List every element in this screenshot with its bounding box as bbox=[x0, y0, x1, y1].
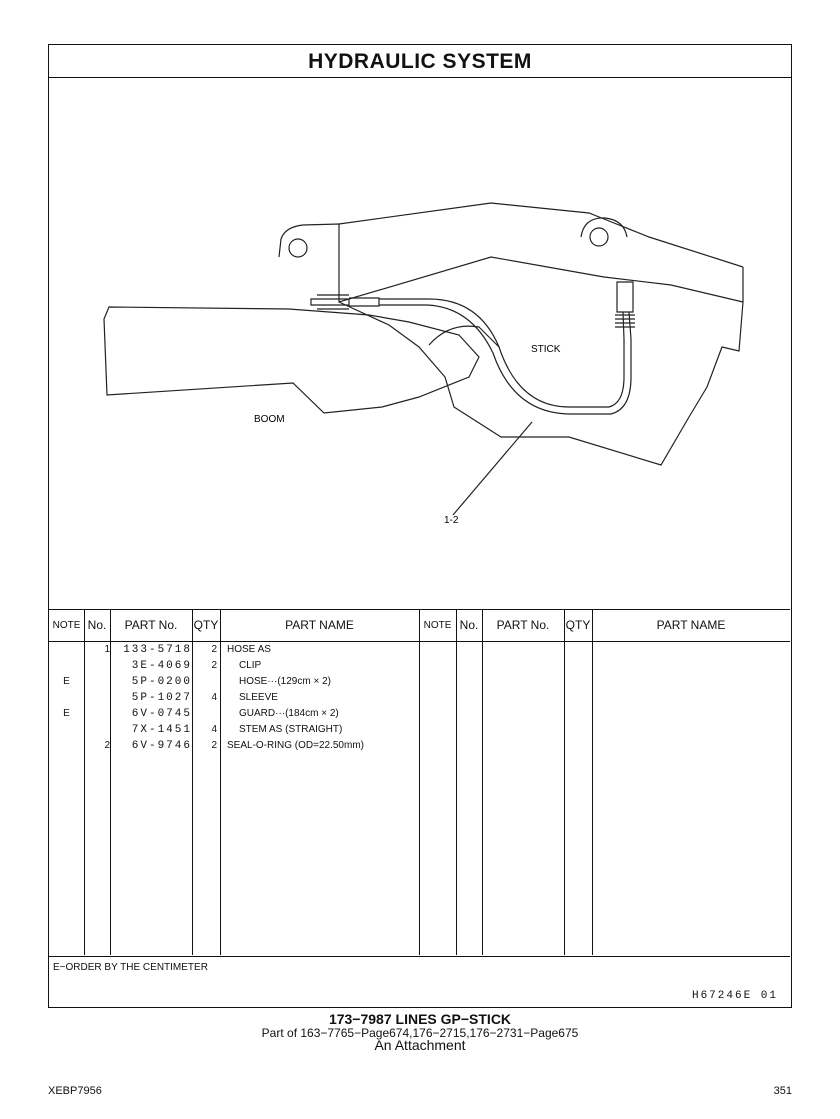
row-part-no: 6V-9746 bbox=[131, 740, 192, 752]
header-qty-2: QTY bbox=[565, 618, 591, 632]
right-fitting bbox=[617, 282, 633, 312]
row-note: E bbox=[63, 708, 70, 719]
row-part-name: GUARD···(184cm × 2) bbox=[239, 708, 339, 719]
row-part-name: STEM AS (STRAIGHT) bbox=[239, 724, 343, 735]
callout-leader bbox=[453, 422, 532, 515]
header-no-2: No. bbox=[459, 618, 479, 632]
header-no: No. bbox=[87, 618, 107, 632]
boom-outline bbox=[104, 307, 479, 413]
drawing-id: H67246E 01 bbox=[691, 990, 778, 1002]
table-row bbox=[49, 674, 790, 690]
row-number: 2 bbox=[104, 740, 110, 751]
row-qty: 4 bbox=[211, 692, 217, 703]
document-id: XEBP7956 bbox=[48, 1085, 102, 1097]
stick-label: STICK bbox=[531, 344, 561, 355]
row-part-name: SLEEVE bbox=[239, 692, 278, 703]
table-row bbox=[49, 738, 790, 754]
table-row bbox=[49, 690, 790, 706]
table-row bbox=[49, 642, 790, 658]
table-row bbox=[49, 706, 790, 722]
table-row bbox=[49, 658, 790, 674]
row-part-no: 133-5718 bbox=[123, 644, 192, 656]
row-part-no: 7X-1451 bbox=[131, 724, 192, 736]
header-part-name-2: PART NAME bbox=[656, 618, 726, 632]
table-row bbox=[49, 722, 790, 738]
row-qty: 2 bbox=[211, 740, 217, 751]
row-part-name: CLIP bbox=[239, 660, 262, 671]
hose-line-a bbox=[379, 299, 624, 407]
stick-lug bbox=[581, 218, 627, 237]
header-part-no-2: PART No. bbox=[496, 618, 550, 632]
header-note-2: NOTE bbox=[423, 620, 452, 631]
header-qty: QTY bbox=[193, 618, 219, 632]
table-footnote-area bbox=[49, 956, 790, 1008]
group-subtitle: An Attachment bbox=[374, 1037, 466, 1053]
row-part-name: SEAL-O-RING (OD=22.50mm) bbox=[227, 740, 364, 751]
row-part-no: 5P-1027 bbox=[131, 692, 192, 704]
group-title: 173−7987 LINES GP−STICK bbox=[328, 1011, 512, 1027]
row-note: E bbox=[63, 676, 70, 687]
group-reference: Part of 163−7765−Page674,176−2715,176−2731−Page675 bbox=[261, 1026, 579, 1040]
header-part-no: PART No. bbox=[124, 618, 178, 632]
stick-outline bbox=[279, 224, 743, 465]
header-part-name: PART NAME bbox=[285, 618, 354, 632]
boom-label: BOOM bbox=[254, 414, 285, 425]
page-title: HYDRAULIC SYSTEM bbox=[49, 45, 791, 78]
right-fitting-ribs bbox=[615, 315, 635, 327]
row-part-name: HOSE AS bbox=[227, 644, 271, 655]
left-fitting bbox=[311, 298, 379, 306]
row-number: 1 bbox=[104, 644, 110, 655]
row-qty: 4 bbox=[211, 724, 217, 735]
row-part-no: 5P-0200 bbox=[131, 676, 192, 688]
parts-table bbox=[49, 609, 790, 957]
parts-page-frame bbox=[48, 44, 792, 1008]
hose-diagram bbox=[49, 77, 790, 609]
row-part-no: 3E-4069 bbox=[131, 660, 192, 672]
stick-pin-right bbox=[590, 228, 608, 246]
stick-pin-left bbox=[289, 239, 307, 257]
stick-top-edge bbox=[339, 203, 743, 267]
diagram-drawing bbox=[49, 77, 790, 609]
callout-label: 1-2 bbox=[444, 515, 459, 526]
row-qty: 2 bbox=[211, 660, 217, 671]
row-qty: 2 bbox=[211, 644, 217, 655]
header-note: NOTE bbox=[52, 620, 81, 631]
row-part-no: 6V-0745 bbox=[131, 708, 192, 720]
row-part-name: HOSE···(129cm × 2) bbox=[239, 676, 331, 687]
fitting-lines bbox=[317, 295, 349, 309]
page-number: 351 bbox=[773, 1085, 792, 1097]
footnote-text: E−ORDER BY THE CENTIMETER bbox=[53, 962, 208, 973]
